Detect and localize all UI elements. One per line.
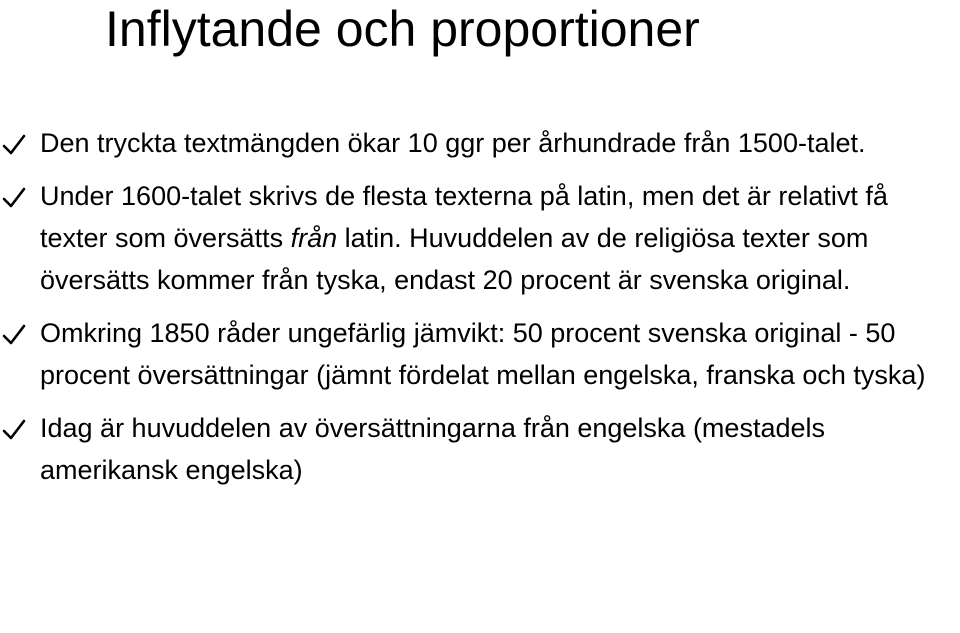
emphasized-word: från: [290, 223, 338, 253]
slide-title: Inflytande och proportioner: [105, 1, 700, 57]
bullet-text: Idag är huvuddelen av översättningarna från engelska (mestadels amerikansk engelska): [40, 413, 825, 485]
checkmark-icon: [1, 185, 27, 211]
bullet-text: Omkring 1850 råder ungefärlig jämvikt: 50 procent svenska original - 50 procent översättningar (jämnt fördelat mellan engelska, franska och tyska): [40, 318, 926, 390]
bullet-text: Den tryckta textmängden ökar 10 ggr per århundrade från 1500-talet.: [40, 128, 866, 158]
bullet-list: [0, 122, 960, 502]
checkmark-icon: [1, 322, 27, 348]
bullet-text-end: latin. Huvuddelen av de religiösa texter som översätts kommer från tyska, endast 20 procent är svenska original.: [40, 223, 869, 295]
bullet-item: [0, 122, 960, 164]
bullet-text: [40, 175, 960, 301]
checkmark-icon: [1, 132, 27, 158]
bullet-item: [0, 312, 960, 396]
bullet-text-start: Under 1600-talet skrivs de flesta texterna på latin, men det är relativt få texter som översätts: [40, 181, 888, 253]
bullet-item: [0, 407, 960, 491]
bullet-item: [0, 175, 960, 301]
checkmark-icon: [1, 417, 27, 443]
